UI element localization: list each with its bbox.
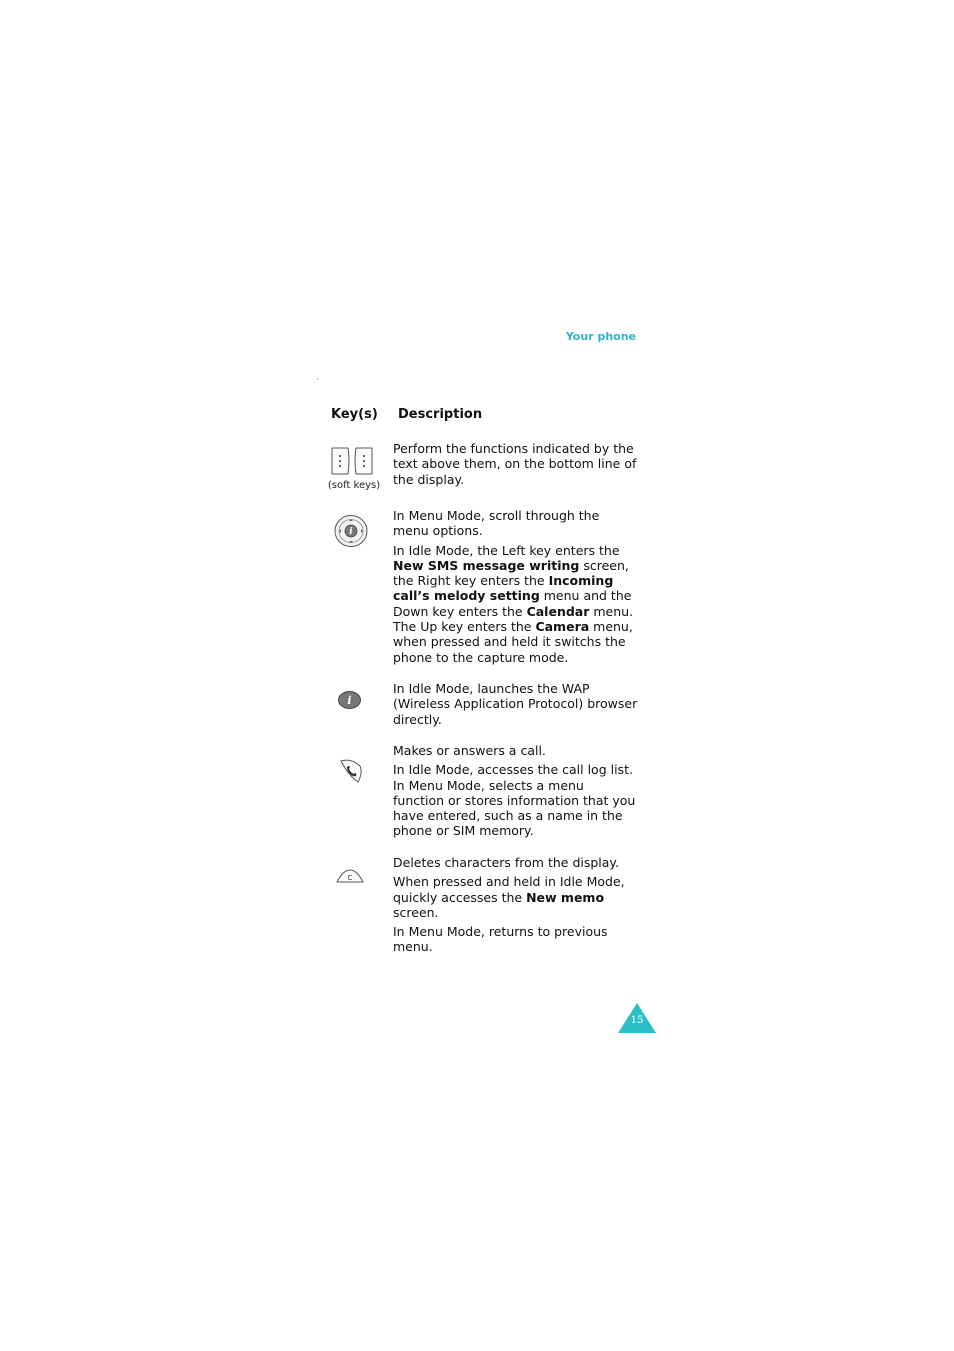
text-run: Deletes characters from the display. [393, 855, 620, 870]
description-soft-keys [393, 441, 638, 491]
soft-keys-caption: (soft keys) [327, 480, 381, 491]
description-paragraph [393, 762, 638, 838]
description-send-key [393, 743, 638, 843]
description-navigation-key [393, 508, 638, 669]
svg-text:i: i [347, 694, 352, 707]
text-run: In Idle Mode, launches the WAP (Wireless Application Protocol) browser directly. [393, 681, 638, 727]
bold-term: New SMS message writing [393, 557, 580, 573]
bold-term: Calendar [526, 603, 590, 619]
section-header: Your phone [565, 330, 636, 343]
description-paragraph [393, 543, 638, 665]
wap-key-icon [337, 690, 362, 710]
description-paragraph [393, 874, 638, 920]
description-column-header: Description [398, 407, 483, 422]
bold-term: New memo [526, 889, 605, 905]
key-column-header: Key(s) [331, 407, 378, 422]
text-run: When pressed and held in Idle Mode, quickly accesses the [393, 874, 625, 905]
description-paragraph [393, 508, 638, 539]
description-paragraph [393, 855, 638, 870]
text-run: menu. The Up key enters the [393, 603, 634, 635]
bold-term: Camera [535, 619, 590, 635]
navigation-key-icon [333, 514, 369, 548]
description-paragraph [393, 743, 638, 758]
send-key-icon [338, 757, 364, 785]
page-number: 15 [630, 1015, 644, 1026]
text-run: In Menu Mode, scroll through the menu options. [393, 508, 600, 539]
description-paragraph [393, 924, 638, 955]
description-paragraph [393, 441, 638, 487]
description-paragraph [393, 681, 638, 727]
text-run: In Idle Mode, accesses the call log list. In Menu Mode, selects a menu function or stores information that you have entered, such as a name in the phone or SIM memory. [393, 762, 636, 839]
soft-keys-icon [329, 445, 375, 477]
text-run: Makes or answers a call. [393, 743, 546, 758]
description-clear-key [393, 855, 638, 959]
text-run: screen, the Right key enters the [393, 557, 629, 589]
text-run: In Menu Mode, returns to previous menu. [393, 924, 608, 955]
svg-text:C: C [347, 874, 353, 882]
text-run: Perform the functions indicated by the text above them, on the bottom line of the display. [393, 441, 637, 487]
description-wap-key [393, 681, 638, 731]
text-run: menu, when pressed and held it switchs the phone to the capture mode. [393, 619, 633, 665]
text-run: menu and the Down key enters the [393, 588, 632, 619]
svg-text:i: i [349, 527, 353, 537]
stray-mark: ` [316, 378, 320, 387]
clear-key-icon [335, 868, 365, 884]
bold-term: Incoming call’s melody setting [393, 573, 614, 604]
text-run: screen. [393, 904, 439, 920]
text-run: In Idle Mode, the Left key enters the [393, 542, 620, 558]
